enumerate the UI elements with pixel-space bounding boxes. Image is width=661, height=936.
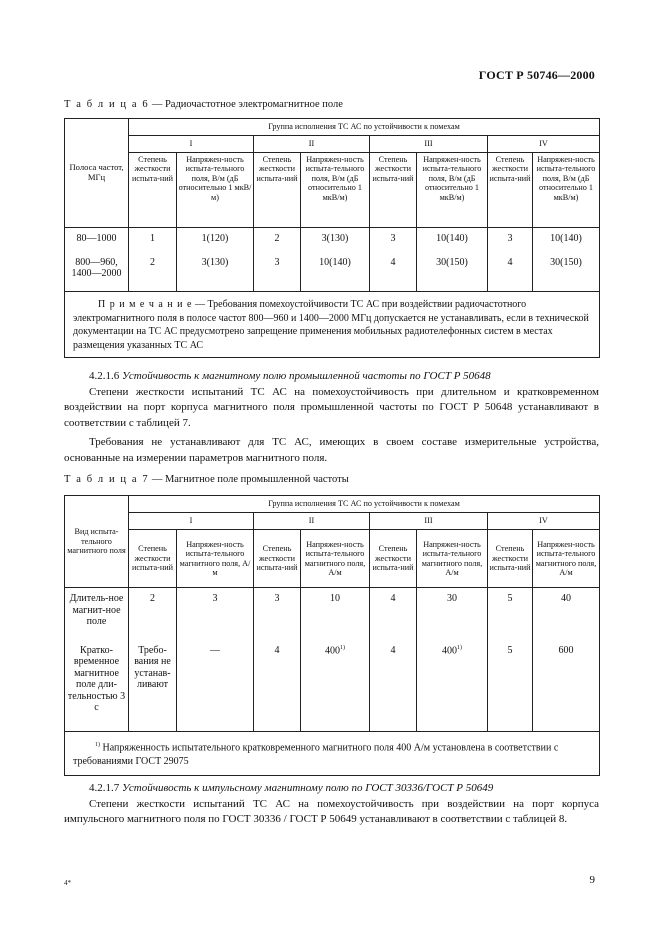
group-label: IV — [488, 136, 600, 153]
value-cell: 3 — [177, 588, 254, 640]
table7 — [64, 495, 600, 776]
footnote-mark: 1) — [457, 644, 462, 651]
col-degree: Степень жесткости испыта-ний — [129, 153, 177, 228]
value-cell: 3 — [254, 252, 301, 292]
value-cell: 3 — [370, 228, 417, 252]
value-cell: 40 — [533, 588, 600, 640]
value-cell: 30 — [417, 588, 488, 640]
value-cell: 10(140) — [533, 228, 600, 252]
value-cell: 3 — [488, 228, 533, 252]
section-heading: 4.2.1.7 Устойчивость к импульсному магнитному полю по ГОСТ 30336/ГОСТ Р 50649 — [89, 782, 494, 794]
footnote-mark: 1) — [340, 644, 345, 651]
value-cell: 600 — [533, 640, 600, 732]
col-strength: Напряжен-ность испыта-тельного поля, В/м (дБ относительно 1 мкВ/м) — [533, 153, 600, 228]
table-row — [65, 588, 600, 640]
value-cell: 4 — [488, 252, 533, 292]
value-cell: 1(120) — [177, 228, 254, 252]
value-cell: 30(150) — [417, 252, 488, 292]
value-cell: 4 — [254, 640, 301, 732]
type-cell: Кратко-временное магнитное поле дли-тельностью 3 с — [65, 640, 129, 732]
table6 — [64, 118, 600, 358]
value-cell: 4 — [370, 252, 417, 292]
table6-caption: Т а б л и ц а 6 — Радиочастотное электромагнитное поле — [64, 99, 343, 110]
type-cell: Длитель-ное магнит-ное поле — [65, 588, 129, 640]
group-header: Группа исполнения ТС АС по устойчивости к помехам — [129, 119, 600, 136]
group-label: II — [254, 136, 370, 153]
value-cell: 2 — [129, 588, 177, 640]
section-4-2-1-6 — [64, 369, 599, 466]
col-degree: Степень жесткости испыта-ний — [129, 530, 177, 588]
col-degree: Степень жесткости испыта-ний — [254, 530, 301, 588]
paragraph: Степени жесткости испытаний ТС АС на помехоустойчивость при длительном и кратковременном воздействии на порт корпуса магнитного поля промышленной частоты по ГОСТ Р 50648 устанавливают в соответствии с таблицей 7. — [64, 385, 599, 429]
group-header: Группа исполнения ТС АС по устойчивости к помехам — [129, 496, 600, 513]
value-cell: Требо-вания не устанав-ливают — [129, 640, 177, 732]
value-cell: 4 — [370, 588, 417, 640]
document-code: ГОСТ Р 50746—2000 — [478, 68, 595, 82]
col-degree: Степень жесткости испыта-ний — [488, 153, 533, 228]
col-strength: Напряжен-ность испыта-тельного магнитного поля, А/м — [533, 530, 600, 588]
value-cell: 2 — [254, 228, 301, 252]
value-cell: 10(140) — [301, 252, 370, 292]
col-strength: Напряжен-ность испыта-тельного магнитного поля, А/м — [301, 530, 370, 588]
band-cell: 80—1000 — [65, 228, 129, 252]
page-number: 9 — [589, 874, 595, 886]
group-label: III — [370, 136, 488, 153]
table-row — [65, 640, 600, 732]
section-heading: 4.2.1.6 Устойчивость к магнитному полю промышленной частоты по ГОСТ Р 50648 — [89, 370, 491, 382]
value-cell: 4 — [370, 640, 417, 732]
group-label: I — [129, 136, 254, 153]
group-label: I — [129, 513, 254, 530]
table-row — [65, 228, 600, 252]
section-4-2-1-7 — [64, 781, 599, 828]
col-strength: Напряжен-ность испыта-тельного магнитного поля, А/м — [177, 530, 254, 588]
group-label: IV — [488, 513, 600, 530]
value-cell: 5 — [488, 588, 533, 640]
col-degree: Степень жесткости испыта-ний — [254, 153, 301, 228]
col-strength: Напряжен-ность испыта-тельного поля, В/м (дБ относительно 1 мкВ/м) — [301, 153, 370, 228]
value-cell: 2 — [129, 252, 177, 292]
value-cell: 10 — [301, 588, 370, 640]
group-label: III — [370, 513, 488, 530]
value-cell: 3(130) — [301, 228, 370, 252]
table6-note: П р и м е ч а н и е — Требования помехоустойчивости ТС АС при воздействии радиочастотного электромагнитного поля в полосе частот 800—960 и 1400—2000 МГц допускается не устанавливать, если в технической документации на ТС АС предусмотрено запрещение применения мобильных радиотелефонных систем в местах размещения указанных ТС АС — [65, 292, 600, 358]
sheet-mark: 4* — [64, 879, 71, 887]
type-header: Вид испыта-тельного магнитного поля — [65, 496, 129, 588]
value-cell: — — [177, 640, 254, 732]
col-degree: Степень жесткости испыта-ний — [488, 530, 533, 588]
value-cell: 3 — [254, 588, 301, 640]
band-cell: 800—960, 1400—2000 — [65, 252, 129, 292]
table7-footnote: $^{1)}$ Напряженность испытательного кратковременного магнитного поля 400 А/м установлена в соответствии с требованиями ГОСТ 29075 — [65, 732, 600, 776]
value-cell: 30(150) — [533, 252, 600, 292]
value-cell: 400$^{1)}$ — [417, 640, 488, 732]
table-row — [65, 252, 600, 292]
value-cell: 1 — [129, 228, 177, 252]
value-cell: 10(140) — [417, 228, 488, 252]
col-degree: Степень жесткости испыта-ний — [370, 153, 417, 228]
band-header: Полоса частот, МГц — [65, 119, 129, 228]
col-strength: Напряжен-ность испыта-тельного магнитного поля, А/м — [417, 530, 488, 588]
paragraph: Требования не устанавливают для ТС АС, имеющих в своем составе измерительные устройства, основанные на измерении параметров магнитного поля. — [64, 436, 599, 464]
value-cell: 5 — [488, 640, 533, 732]
col-strength: Напряжен-ность испыта-тельного поля, В/м (дБ относительно 1 мкВ/м) — [177, 153, 254, 228]
group-label: II — [254, 513, 370, 530]
col-strength: Напряжен-ность испыта-тельного поля, В/м (дБ относительно 1 мкВ/м) — [417, 153, 488, 228]
paragraph: Степени жесткости испытаний ТС АС на помехоустойчивость при воздействии на порт корпуса импульсного магнитного поля по ГОСТ 30336 / ГОСТ Р 50649 устанавливают в соответствии с таблицей 8. — [64, 797, 599, 825]
table7-caption: Т а б л и ц а 7 — Магнитное поле промышленной частоты — [64, 474, 349, 485]
col-degree: Степень жесткости испыта-ний — [370, 530, 417, 588]
value-cell: 400$^{1)}$ — [301, 640, 370, 732]
value-cell: 3(130) — [177, 252, 254, 292]
